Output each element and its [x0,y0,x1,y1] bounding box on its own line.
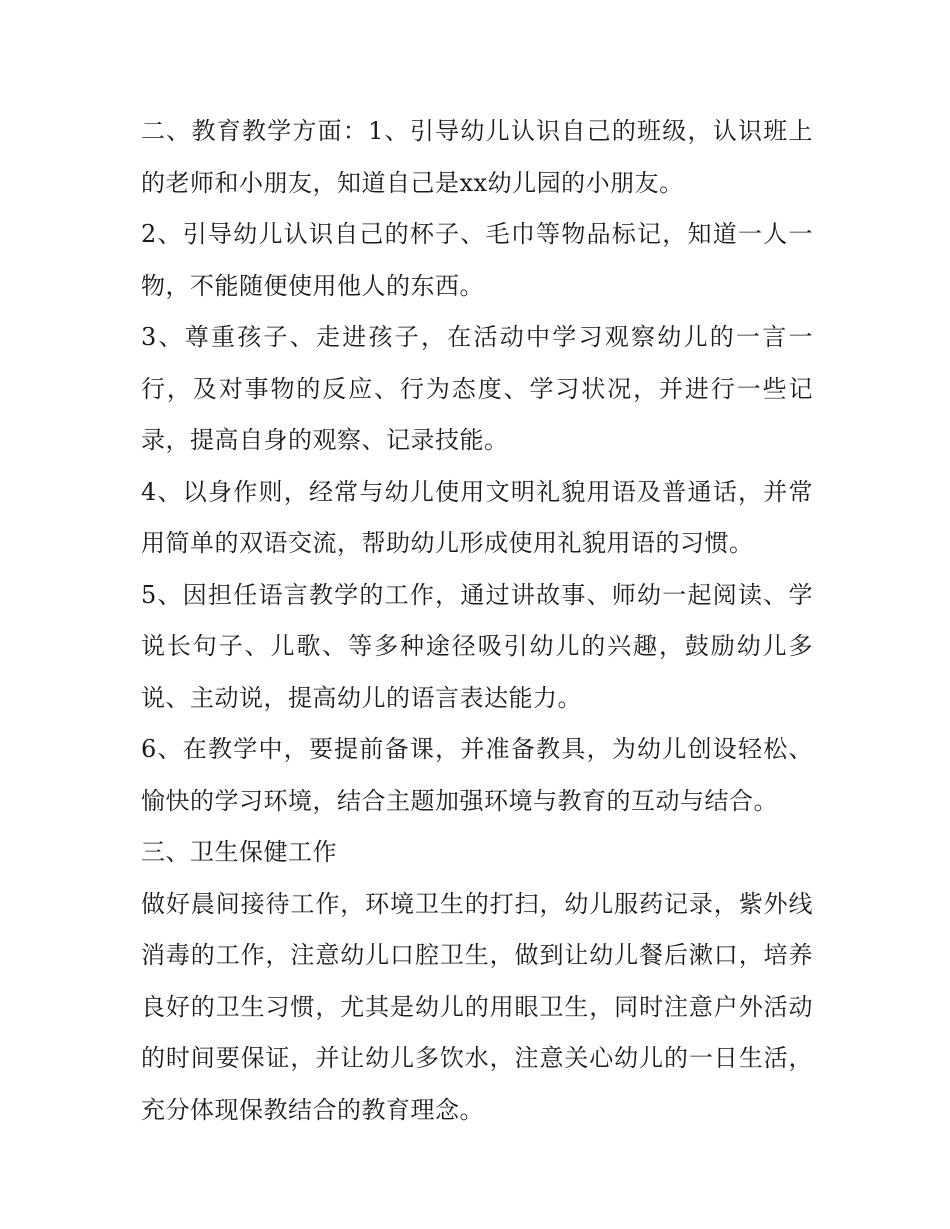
paragraph-item-2: 2、引导幼儿认识自己的杯子、毛巾等物品标记，知道一人一物，不能随便使用他人的东西。 [141,220,813,300]
paragraph-item-6: 6、在教学中，要提前备课，并准备教具，为幼儿创设轻松、愉快的学习环境，结合主题加强环境与教育的互动与结合。 [141,735,813,815]
document-body [141,106,813,1136]
paragraph-item-3: 3、尊重孩子、走进孩子，在活动中学习观察幼儿的一言一行，及对事物的反应、行为态度、学习状况，并进行一些记录，提高自身的观察、记录技能。 [141,323,813,454]
paragraph-item-4: 4、以身作则，经常与幼儿使用文明礼貌用语及普通话，并常用简单的双语交流，帮助幼儿形成使用礼貌用语的习惯。 [141,477,813,557]
paragraph-item-5: 5、因担任语言教学的工作，通过讲故事、师幼一起阅读、学说长句子、儿歌、等多种途径吸引幼儿的兴趣，鼓励幼儿多说、主动说，提高幼儿的语言表达能力。 [141,580,813,712]
section-heading-health: 三、卫生保健工作 [141,838,337,866]
paragraph-education-intro: 二、教育教学方面：1、引导幼儿认识自己的班级，认识班上的老师和小朋友，知道自己是xx幼儿园的小朋友。 [141,117,813,197]
paragraph-health-body: 做好晨间接待工作，环境卫生的打扫，幼儿服药记录，紫外线消毒的工作，注意幼儿口腔卫生，做到让幼儿餐后漱口，培养良好的卫生习惯，尤其是幼儿的用眼卫生，同时注意户外活动的时间要保证，并让幼儿多饮水，注意关心幼儿的一日生活，充分体现保教结合的教育理念。 [141,889,813,1124]
